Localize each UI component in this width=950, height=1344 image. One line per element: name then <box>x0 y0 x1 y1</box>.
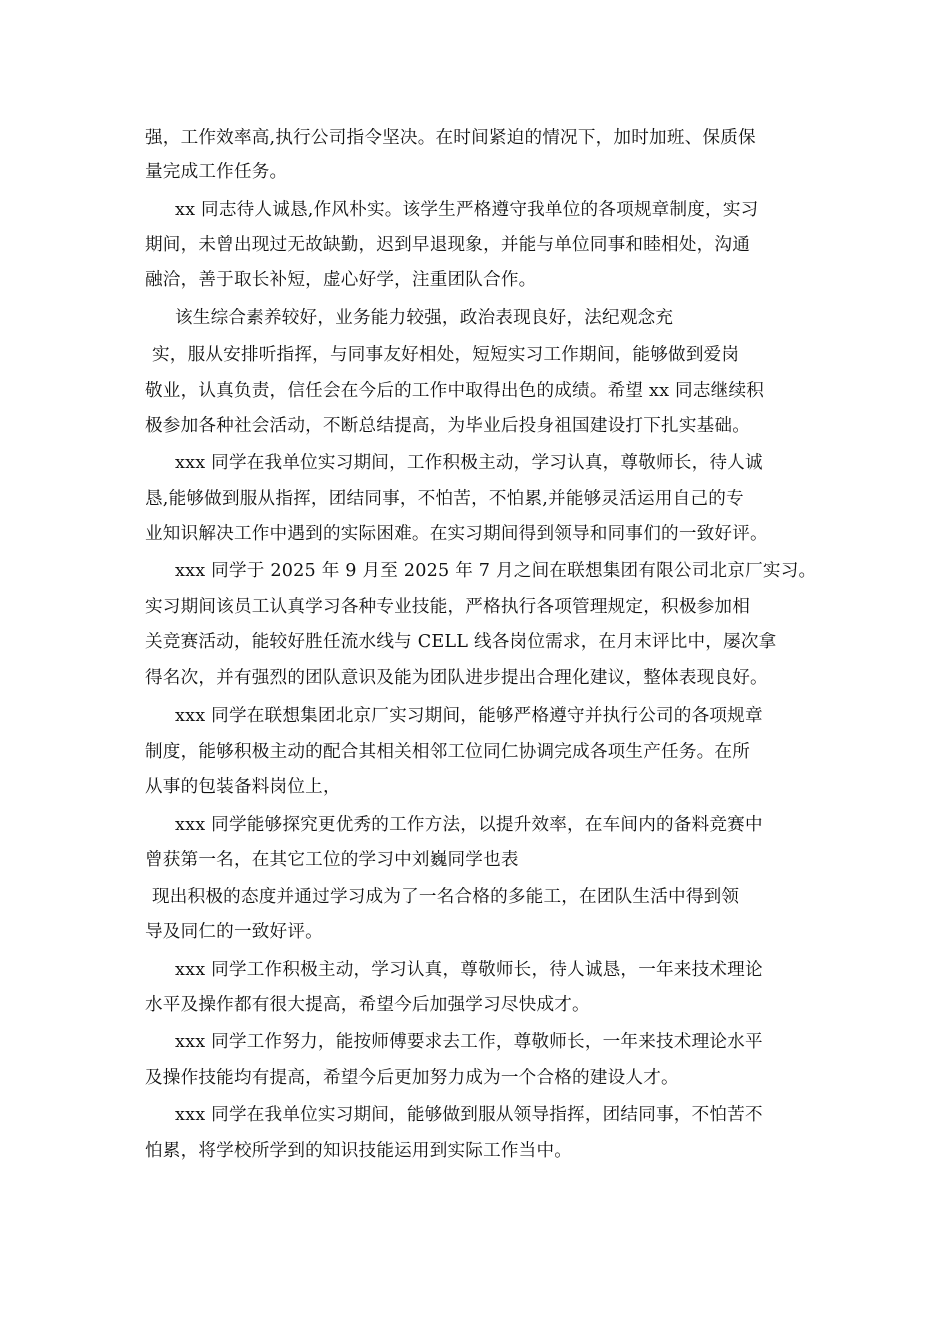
text-line: xxx 同学能够探究更优秀的工作方法，以提升效率，在车间内的备料竞赛中 <box>175 815 763 835</box>
text-line: xxx 同学工作努力，能按师傅要求去工作，尊敬师长，一年来技术理论水平 <box>175 1032 763 1052</box>
text-line: xx 同志待人诚恳,作风朴实。该学生严格遵守我单位的各项规章制度，实习 <box>175 200 759 220</box>
text-line: 现出积极的态度并通过学习成为了一名合格的多能工，在团队生活中得到领 <box>152 887 740 907</box>
text-line: 极参加各种社会活动，不断总结提高，为毕业后投身祖国建设打下扎实基础。 <box>145 416 750 436</box>
text-line: 制度，能够积极主动的配合其相关相邻工位同仁协调完成各项生产任务。在所 <box>145 742 750 762</box>
text-line: xxx 同学在我单位实习期间，工作积极主动，学习认真，尊敬师长，待人诚 <box>175 453 763 473</box>
text-line: 量完成工作任务。 <box>145 162 288 182</box>
text-line: 敬业，认真负责，信任会在今后的工作中取得出色的成绩。希望 xx 同志继续积 <box>145 381 765 401</box>
text-line: 实，服从安排听指挥，与同事友好相处，短短实习工作期间，能够做到爱岗 <box>152 345 740 365</box>
text-line: 业知识解决工作中遇到的实际困难。在实习期间得到领导和同事们的一致好评。 <box>145 524 768 544</box>
text-line: 关竞赛活动，能较好胜任流水线与 CELL 线各岗位需求，在月末评比中，屡次拿 <box>145 632 777 652</box>
text-line: 该生综合素养较好，业务能力较强，政治表现良好，法纪观念充 <box>175 308 674 328</box>
text-line: 曾获第一名，在其它工位的学习中刘巍同学也表 <box>145 850 519 870</box>
text-line: xxx 同学在联想集团北京厂实习期间，能够严格遵守并执行公司的各项规章 <box>175 706 763 726</box>
text-line: 强，工作效率高,执行公司指令坚决。在时间紧迫的情况下，加时加班、保质保 <box>145 128 756 148</box>
text-line: 实习期间该员工认真学习各种专业技能，严格执行各项管理规定，积极参加相 <box>145 597 750 617</box>
text-line: xxx 同学在我单位实习期间，能够做到服从领导指挥，团结同事，不怕苦不 <box>175 1105 763 1125</box>
text-line: xxx 同学工作积极主动，学习认真，尊敬师长，待人诚恳，一年来技术理论 <box>175 960 763 980</box>
text-line: 导及同仁的一致好评。 <box>145 922 323 942</box>
text-line: 及操作技能均有提高，希望今后更加努力成为一个合格的建设人才。 <box>145 1068 679 1088</box>
text-line: 恳,能够做到服从指挥，团结同事，不怕苦，不怕累,并能够灵活运用自己的专 <box>145 489 744 509</box>
text-line: 得名次，并有强烈的团队意识及能为团队进步提出合理化建议，整体表现良好。 <box>145 668 768 688</box>
text-line: 怕累，将学校所学到的知识技能运用到实际工作当中。 <box>145 1141 573 1161</box>
text-line: 从事的包装备料岗位上， <box>145 777 341 797</box>
text-line: 期间，未曾出现过无故缺勤，迟到早退现象，并能与单位同事和睦相处，沟通 <box>145 235 750 255</box>
text-line: xxx 同学于 2025 年 9 月至 2025 年 7 月之间在联想集团有限公司北京厂实习。 <box>175 561 817 581</box>
text-line: 水平及操作都有很大提高，希望今后加强学习尽快成才。 <box>145 995 590 1015</box>
text-line: 融洽，善于取长补短，虚心好学，注重团队合作。 <box>145 270 537 290</box>
